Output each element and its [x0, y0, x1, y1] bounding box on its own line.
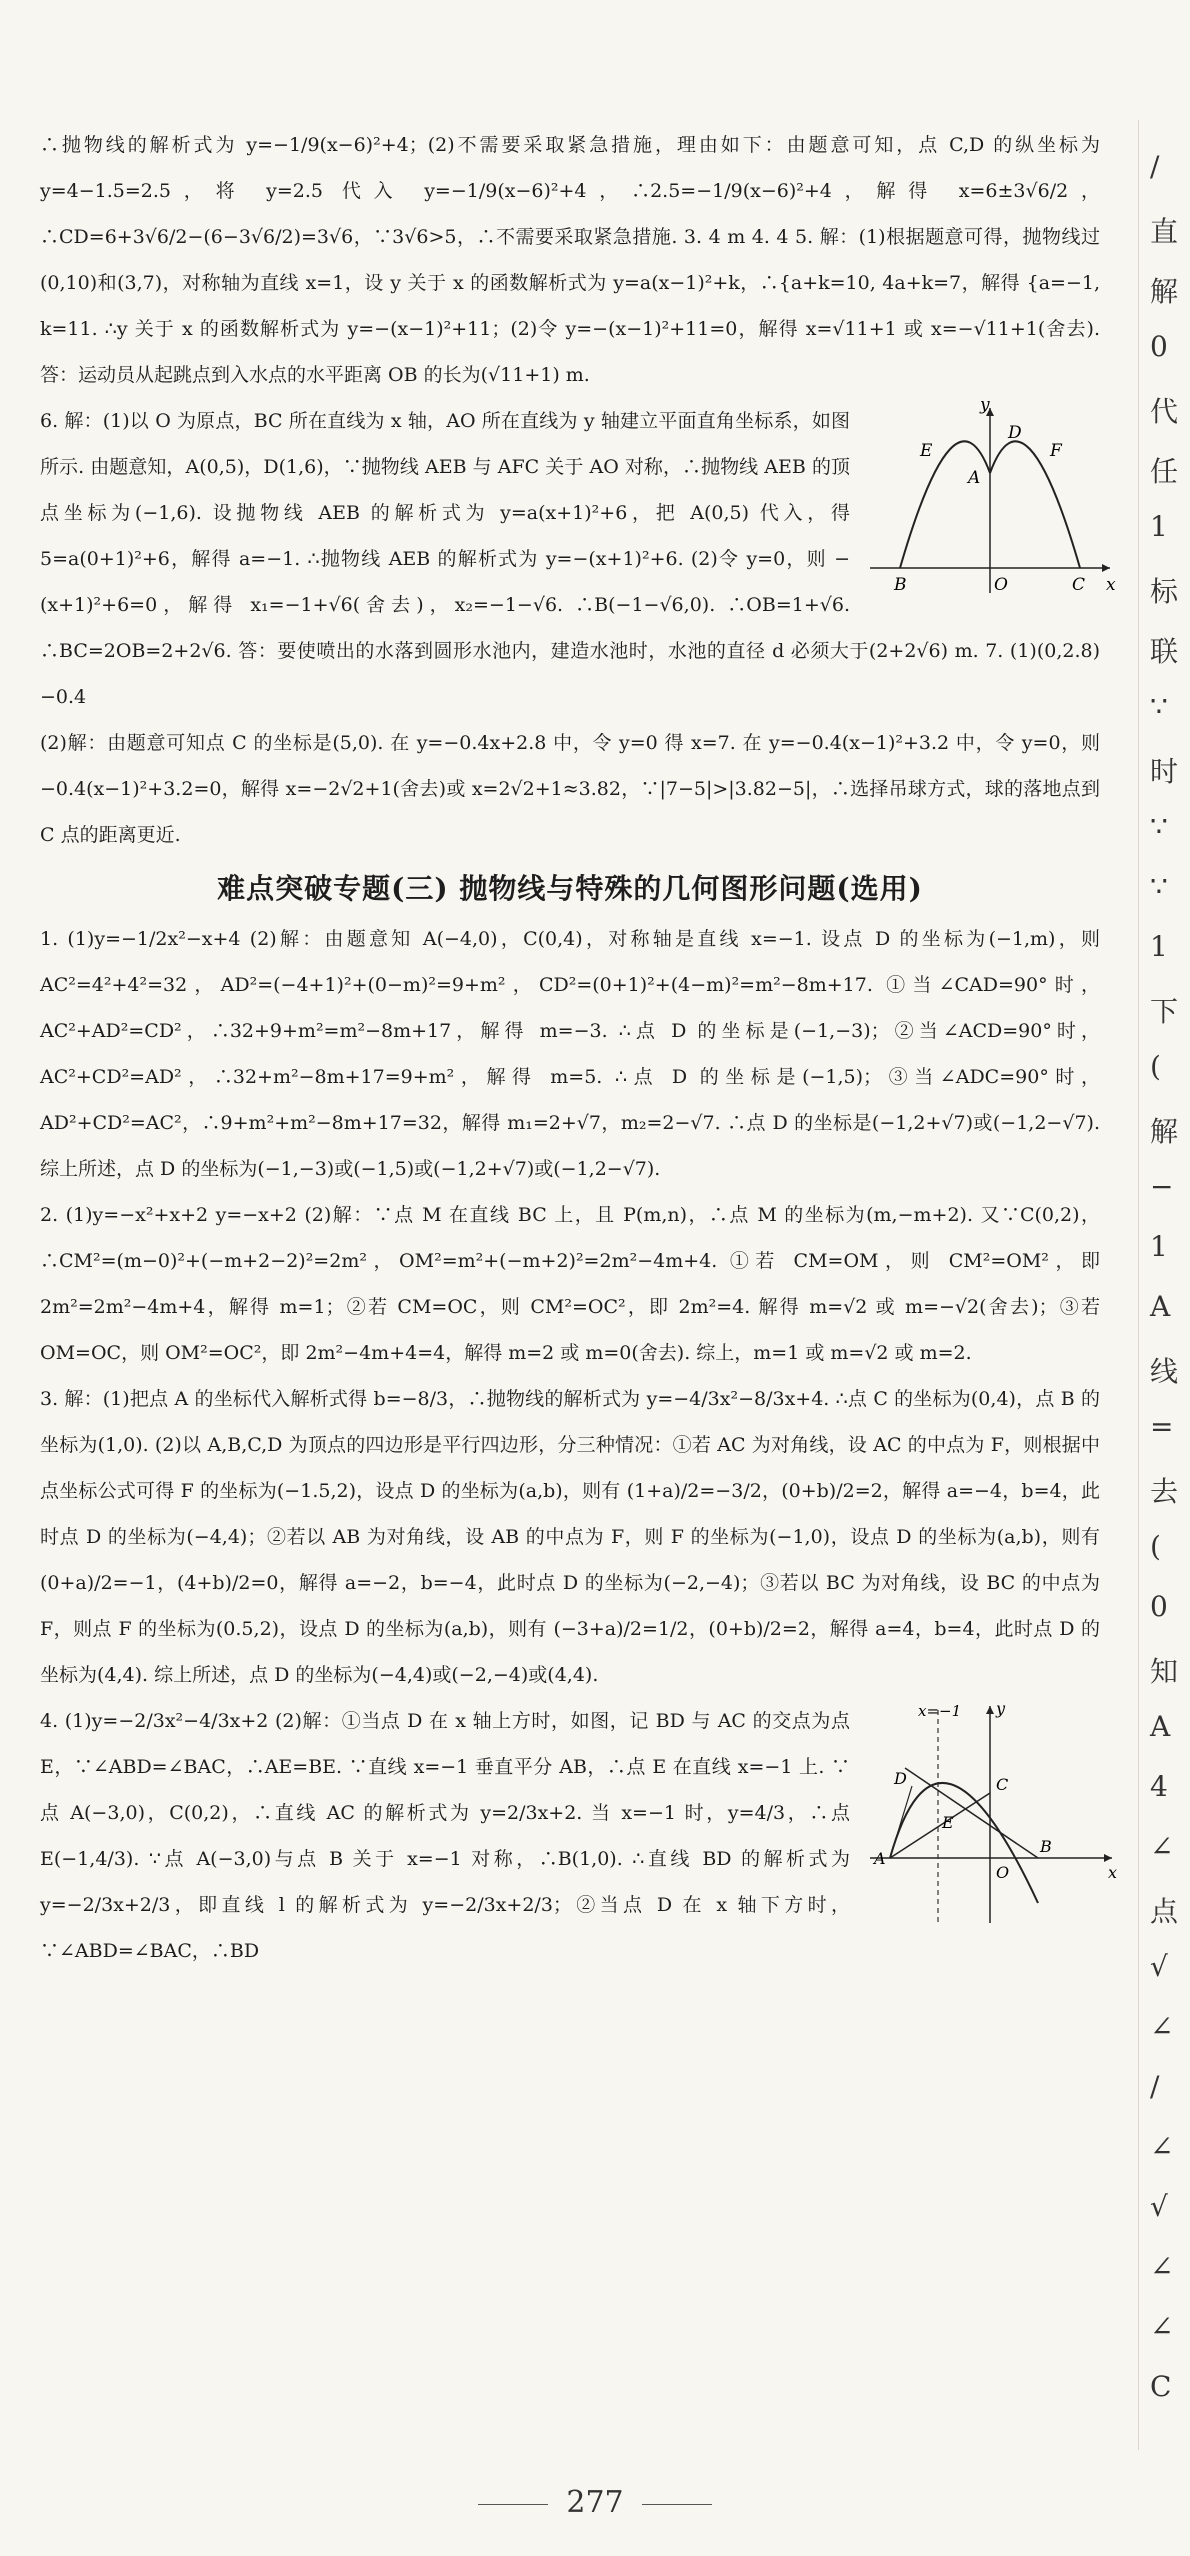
- adjacent-page-glyph: √: [1150, 2190, 1168, 2223]
- fig2-label-e: E: [942, 1813, 954, 1832]
- adjacent-page-glyph: A: [1150, 1710, 1171, 1743]
- adjacent-page-glyph: (: [1150, 1050, 1161, 1083]
- fig2-label-b: B: [1040, 1837, 1052, 1856]
- adjacent-page-glyph: 解: [1150, 1115, 1179, 1148]
- adjacent-page-glyph: 点: [1150, 1895, 1179, 1928]
- fig2-label-c: C: [996, 1775, 1009, 1794]
- fig1-label-x: x: [1106, 575, 1116, 595]
- paragraph-answer-6-7: 6. 解：(1)以 O 为原点，BC 所在直线为 x 轴，AO 所在直线为 y 轴建立平面直角坐标系，如图所示. 由题意知，A(0,5)，D(1,6)，∵抛物线 AEB 与 AFC 关于 AO 对称，∴抛物线 AEB 的顶点坐标为(−1,6). 设抛物线 AEB 的解析式为 y=a(x+1)²+6，把 A(0,5) 代入，得 5=a(0+1)²+6，解得 a=−1. ∴抛物线 AEB 的解析式为 y=−(x+1)²+6. (2)令 y=0，则 −(x+1)²+6=0，解得 x₁=−1+√6(舍去)，x₂=−1−√6. ∴B(−1−√6,0). ∴OB=1+√6. ∴BC=2OB=2+2√6. 答：要使喷出的水落到圆形水池内，建造水池时，水池的直径 d 必须大于(2+2√6) m. 7. (1)(0,2.8) −0.4: [40, 410, 1100, 708]
- fig1-label-d: D: [1008, 423, 1022, 443]
- adjacent-page-glyph: ∠: [1150, 2310, 1174, 2343]
- paragraph-q4: 4. (1)y=−2/3x²−4/3x+2 (2)解：①当点 D 在 x 轴上方时，如图，记 BD 与 AC 的交点为点 E，∵∠ABD=∠BAC，∴AE=BE. ∵直线 x=−1 垂直平分 AB，∴点 E 在直线 x=−1 上. ∵点 A(−3,0)，C(0,2)，∴直线 AC 的解析式为 y=2/3x+2. 当 x=−1 时，y=4/3，∴点 E(−1,4/3). ∵点 A(−3,0)与点 B 关于 x=−1 对称，∴B(1,0). ∴直线 BD 的解析式为 y=−2/3x+2/3，即直线 l 的解析式为 y=−2/3x+2/3；②当点 D 在 x 轴下方时，∵∠ABD=∠BAC，∴BD: [40, 1710, 850, 1962]
- fig1-label-f: F: [1050, 441, 1062, 461]
- adjacent-page-glyph: A: [1150, 1290, 1171, 1323]
- adjacent-page-glyph: C: [1150, 2370, 1172, 2403]
- paragraph-q1: 1. (1)y=−1/2x²−x+4 (2)解：由题意知 A(−4,0)，C(0,4)，对称轴是直线 x=−1. 设点 D 的坐标为(−1,m)，则 AC²=4²+4²=32，AD²=(−4+1)²+(0−m)²=9+m²，CD²=(0+1)²+(4−m)²=m²−8m+17. ①当∠CAD=90°时，AC²+AD²=CD²，∴32+9+m²=m²−8m+17，解得 m=−3. ∴点 D 的坐标是(−1,−3)；②当∠ACD=90°时，AC²+CD²=AD²，∴32+m²−8m+17=9+m²，解得 m=5. ∴点 D 的坐标是(−1,5)；③当∠ADC=90°时，AD²+CD²=AC²，∴9+m²+m²−8m+17=32，解得 m₁=2+√7，m₂=2−√7. ∴点 D 的坐标是(−1,2+√7)或(−1,2−√7). 综上所述，点 D 的坐标为(−1,−3)或(−1,5)或(−1,2+√7)或(−1,2−√7).: [40, 928, 1100, 1180]
- adjacent-page-glyph: 标: [1150, 575, 1179, 608]
- adjacent-page-glyph: 联: [1150, 635, 1179, 668]
- fig1-label-o: O: [994, 575, 1008, 595]
- fig1-label-e: E: [920, 441, 933, 461]
- fig1-label-c: C: [1072, 575, 1086, 595]
- adjacent-page-glyph: 0: [1150, 330, 1168, 363]
- adjacent-page-glyph: 0: [1150, 1590, 1168, 1623]
- line-ac: [890, 1793, 990, 1858]
- fig2-label-a: A: [874, 1849, 886, 1868]
- parabola-aeb: [900, 441, 990, 568]
- parabola-afc: [990, 441, 1080, 568]
- adjacent-page-glyph: (: [1150, 1530, 1161, 1563]
- fig1-label-b: B: [894, 575, 907, 595]
- adjacent-page-glyph: ∵: [1150, 810, 1168, 843]
- adjacent-page-glyph: ∠: [1150, 2010, 1174, 2043]
- adjacent-page-glyph: 1: [1150, 930, 1168, 963]
- adjacent-page-glyph: 线: [1150, 1355, 1179, 1388]
- adjacent-page-glyph: ∠: [1150, 2130, 1174, 2163]
- adjacent-page-glyph: 解: [1150, 275, 1179, 308]
- adjacent-page-glyph: ∠: [1150, 2250, 1174, 2283]
- figure-fountain-parabolas: [860, 398, 1120, 598]
- paragraph-q3: 3. 解：(1)把点 A 的坐标代入解析式得 b=−8/3，∴抛物线的解析式为 y=−4/3x²−8/3x+4. ∴点 C 的坐标为(0,4)，点 B 的坐标为(1,0). (2)以 A,B,C,D 为顶点的四边形是平行四边形，分三种情况：①若 AC 为对角线，设 AC 的中点为 F，则根据中点坐标公式可得 F 的坐标为(−1.5,2)，设点 D 的坐标为(a,b)，则有 (1+a)/2=−3/2，(0+b)/2=2，解得 a=−4，b=4，此时点 D 的坐标为(−4,4)；②若以 AB 为对角线，设 AB 的中点为 F，则 F 的坐标为(−1,0)，设点 D 的坐标为(a,b)，则有 (0+a)/2=−1，(4+b)/2=0，解得 a=−2，b=−4，此时点 D 的坐标为(−2,−4)；③若以 BC 为对角线，设 BC 的中点为 F，则点 F 的坐标为(0.5,2)，设点 D 的坐标为(a,b)，则有 (−3+a)/2=1/2，(0+b)/2=2，解得 a=4，b=4，此时点 D 的坐标为(4,4). 综上所述，点 D 的坐标为(−4,4)或(−2,−4)或(4,4).: [40, 1388, 1100, 1686]
- adjacent-page-glyph: 去: [1150, 1475, 1179, 1508]
- adjacent-page-glyph: 任: [1150, 455, 1179, 488]
- page-number-dash-left: [478, 2504, 548, 2505]
- line-bd: [905, 1768, 1038, 1858]
- page-number-dash-right: [642, 2504, 712, 2505]
- figure-parabola-triangle: [860, 1698, 1120, 1928]
- adjacent-page-glyph: 知: [1150, 1655, 1179, 1688]
- paragraph-answer-7-2: (2)解：由题意可知点 C 的坐标是(5,0). 在 y=−0.4x+2.8 中，令 y=0 得 x=7. 在 y=−0.4(x−1)²+3.2 中，令 y=0，则 −0.4(x−1)²+3.2=0，解得 x=−2√2+1(舍去)或 x=2√2+1≈3.82，∵|7−5|>|3.82−5|，∴选择吊球方式，球的落地点到 C 点的距离更近.: [40, 732, 1100, 846]
- fig2-label-y: y: [996, 1699, 1006, 1718]
- fig2-label-o: O: [996, 1863, 1010, 1882]
- adjacent-page-glyph: 下: [1150, 995, 1179, 1028]
- adjacent-page-glyph: =: [1150, 1410, 1174, 1443]
- adjacent-page-glyph: /: [1150, 2070, 1160, 2103]
- adjacent-page-glyph: 直: [1150, 215, 1179, 248]
- adjacent-page-glyph: ∠: [1150, 1830, 1174, 1863]
- page-number-text: 277: [566, 2485, 624, 2520]
- line-ad: [890, 1786, 912, 1858]
- adjacent-page-glyph: ∵: [1150, 870, 1168, 903]
- x-axis-arrow: [1102, 564, 1110, 572]
- fig2-label-d: D: [894, 1769, 907, 1788]
- x-axis-arrow: [1104, 1854, 1112, 1862]
- fig1-label-y: y: [980, 398, 990, 415]
- paragraph-answer-1-5: ∴抛物线的解析式为 y=−1/9(x−6)²+4；(2)不需要采取紧急措施，理由如下：由题意可知，点 C,D 的纵坐标为 y=4−1.5=2.5，将 y=2.5 代入 y=−1/9(x−6)²+4，∴2.5=−1/9(x−6)²+4，解得 x=6±3√6/2，∴CD=6+3√6/2−(6−3√6/2)=3√6，∵3√6>5，∴不需要采取紧急措施. 3. 4 m 4. 4 5. 解：(1)根据题意可得，抛物线过(0,10)和(3,7)，对称轴为直线 x=1，设 y 关于 x 的函数解析式为 y=a(x−1)²+k，∴{a+k=10, 4a+k=7，解得 {a=−1, k=11. ∴y 关于 x 的函数解析式为 y=−(x−1)²+11；(2)令 y=−(x−1)²+11=0，解得 x=√11+1 或 x=−√11+1(舍去). 答：运动员从起跳点到入水点的水平距离 OB 的长为(√11+1) m.: [40, 134, 1100, 386]
- adjacent-page-glyph: √: [1150, 1950, 1168, 1983]
- page-number: [0, 2485, 1190, 2520]
- fig2-label-x: x: [1108, 1863, 1118, 1882]
- adjacent-page-glyph: /: [1150, 150, 1160, 183]
- adjacent-page-glyph: 4: [1150, 1770, 1168, 1803]
- y-axis-arrow: [986, 1706, 994, 1714]
- adjacent-page-glyph: −: [1150, 1170, 1174, 1203]
- paragraph-q2: 2. (1)y=−x²+x+2 y=−x+2 (2)解：∵点 M 在直线 BC 上，且 P(m,n)，∴点 M 的坐标为(m,−m+2). 又∵C(0,2)，∴CM²=(m−0)²+(−m+2−2)²=2m²，OM²=m²+(−m+2)²=2m²−4m+4. ①若 CM=OM，则 CM²=OM²，即 2m²=2m²−4m+4，解得 m=1；②若 CM=OC，则 CM²=OC²，即 2m²=4. 解得 m=√2 或 m=−√2(舍去)；③若 OM=OC，则 OM²=OC²，即 2m²−4m+4=4，解得 m=2 或 m=0(舍去). 综上，m=1 或 m=√2 或 m=2.: [40, 1204, 1100, 1364]
- section-title: 难点突破专题(三) 抛物线与特殊的几何图形问题(选用): [217, 872, 923, 905]
- fig2-label-axis: x=−1: [918, 1702, 962, 1720]
- adjacent-page-glyph: 时: [1150, 755, 1179, 788]
- adjacent-page-glyph: 1: [1150, 510, 1168, 543]
- adjacent-page-glyph: ∵: [1150, 690, 1168, 723]
- adjacent-page-glyph: 1: [1150, 1230, 1168, 1263]
- adjacent-page-glyph: 代: [1150, 395, 1179, 428]
- fig1-label-a: A: [968, 468, 981, 488]
